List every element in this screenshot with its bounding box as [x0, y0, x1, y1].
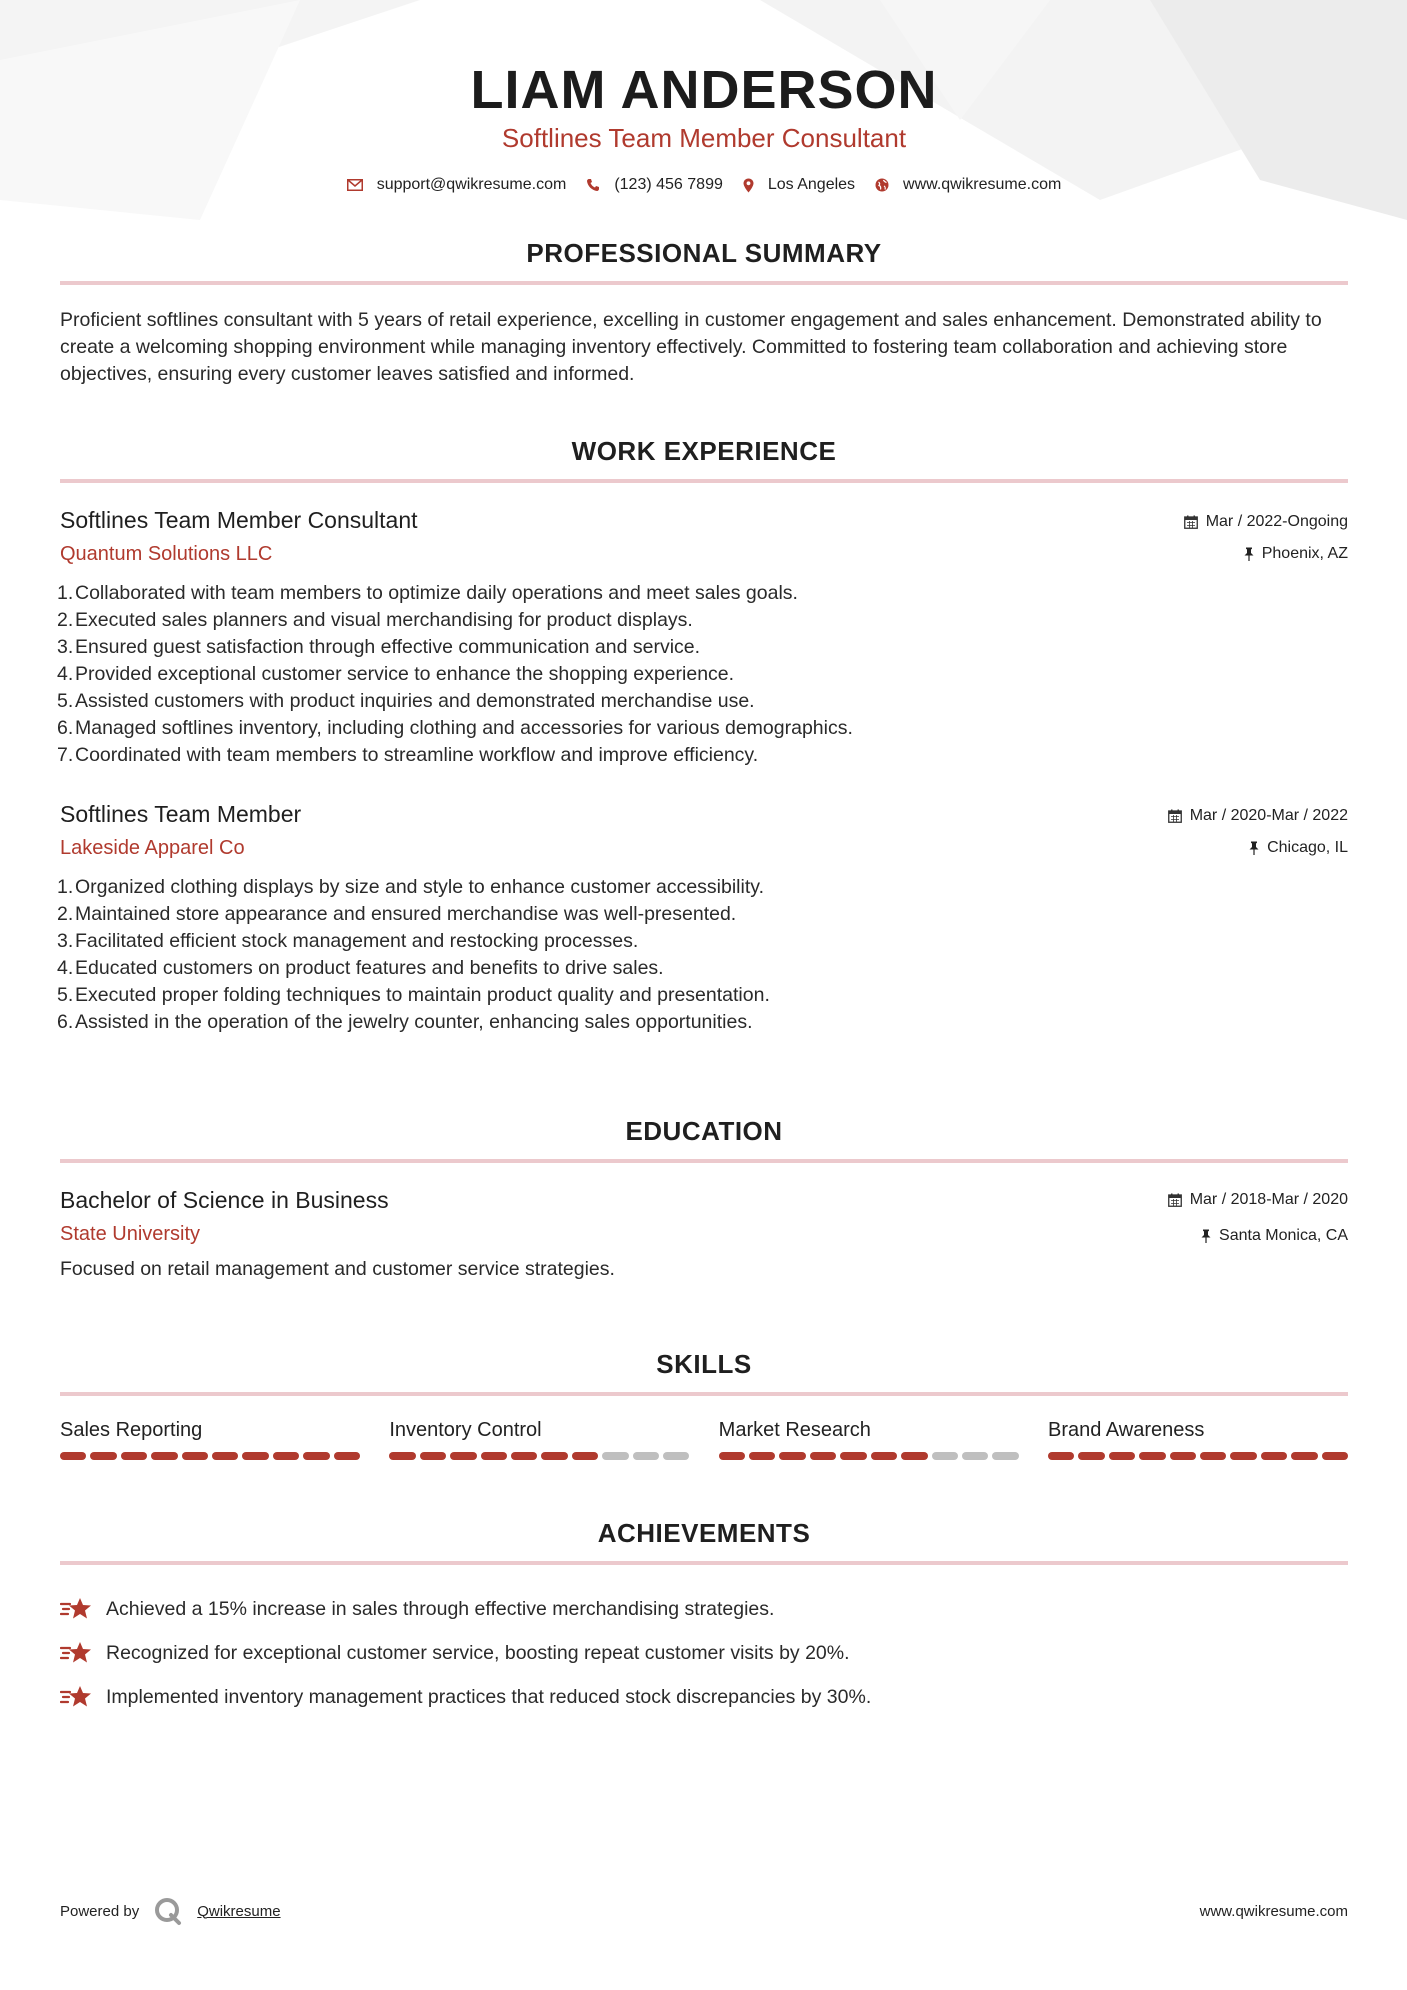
list-item: 5. Assisted customers with product inquiries and demonstrated merchandise use.	[57, 690, 755, 712]
skill-item	[60, 1416, 360, 1460]
skill-segment-filled	[389, 1452, 415, 1460]
education-description: Focused on retail management and customer service strategies.	[60, 1258, 615, 1280]
job-bullets	[57, 580, 1348, 769]
school-name: State University	[60, 1223, 201, 1245]
skill-segment-empty	[992, 1452, 1018, 1460]
shooting-star-icon	[60, 1596, 92, 1622]
job-company: Lakeside Apparel Co	[60, 837, 245, 859]
achievements-section	[60, 1518, 1348, 1719]
skill-level-bar	[719, 1452, 1019, 1460]
education-location: Santa Monica, CA	[1219, 1227, 1348, 1244]
skill-segment-filled	[450, 1452, 476, 1460]
skills-grid	[60, 1416, 1348, 1460]
contact-bar	[60, 176, 1348, 194]
skill-segment-filled	[541, 1452, 567, 1460]
resume-page	[57, 0, 1348, 1708]
skill-segment-filled	[1261, 1452, 1287, 1460]
skill-segment-filled	[1291, 1452, 1317, 1460]
list-item: 1. Organized clothing displays by size and style to enhance customer accessibility.	[57, 876, 764, 898]
skill-segment-filled	[511, 1452, 537, 1460]
job-bullets	[57, 874, 1348, 1036]
job-company: Quantum Solutions LLC	[60, 543, 273, 565]
list-item: 6. Managed softlines inventory, including clothing and accessories for various demographics.	[57, 717, 853, 739]
shooting-star-icon	[60, 1684, 92, 1710]
shooting-star-icon	[60, 1640, 92, 1666]
list-item: 5. Executed proper folding techniques to maintain product quality and presentation.	[57, 984, 770, 1006]
job-entry	[57, 799, 1348, 1036]
skill-segment-filled	[810, 1452, 836, 1460]
skill-level-bar	[389, 1452, 689, 1460]
skill-segment-filled	[1230, 1452, 1256, 1460]
pushpin-icon	[1244, 547, 1254, 561]
skill-segment-filled	[212, 1452, 238, 1460]
list-item: 2. Maintained store appearance and ensured merchandise was well-presented.	[57, 903, 737, 925]
education-heading: EDUCATION	[60, 1116, 1348, 1163]
skill-segment-filled	[871, 1452, 897, 1460]
skill-segment-filled	[481, 1452, 507, 1460]
skill-name: Inventory Control	[389, 1419, 542, 1441]
achievements-list	[60, 1587, 1348, 1719]
pushpin-icon	[1249, 841, 1259, 855]
skill-segment-filled	[901, 1452, 927, 1460]
contact-phone[interactable]	[586, 176, 723, 194]
skill-name: Brand Awareness	[1047, 1419, 1205, 1441]
achievement-text: Implemented inventory management practices that reduced stock discrepancies by 30%.	[106, 1685, 872, 1708]
experience-section	[57, 436, 1348, 1036]
skills-heading: SKILLS	[60, 1349, 1348, 1396]
candidate-name: LIAM ANDERSON	[470, 60, 938, 120]
skill-segment-empty	[962, 1452, 988, 1460]
phone-icon	[586, 178, 600, 192]
skill-segment-filled	[60, 1452, 86, 1460]
job-entry	[57, 505, 1348, 769]
education-section	[60, 1116, 1348, 1283]
achievement-text: Recognized for exceptional customer service, boosting repeat customer visits by 20%.	[106, 1641, 850, 1664]
skill-segment-filled	[242, 1452, 268, 1460]
skill-segment-empty	[932, 1452, 958, 1460]
list-item: 7. Coordinated with team members to streamline workflow and improve efficiency.	[57, 744, 759, 766]
skill-segment-filled	[840, 1452, 866, 1460]
skill-item	[1048, 1416, 1348, 1460]
achievements-heading: ACHIEVEMENTS	[60, 1518, 1348, 1565]
education-meta	[1168, 1185, 1348, 1247]
calendar-icon	[1168, 1193, 1182, 1207]
job-meta	[1184, 505, 1348, 565]
skill-level-bar	[60, 1452, 360, 1460]
list-item: 3. Ensured guest satisfaction through effective communication and service.	[57, 636, 701, 658]
job-title: Softlines Team Member	[60, 801, 302, 827]
skill-segment-filled	[1200, 1452, 1226, 1460]
email-text: support@qwikresume.com	[376, 176, 567, 193]
contact-email[interactable]	[347, 176, 567, 194]
skill-segment-filled	[1322, 1452, 1348, 1460]
skill-segment-filled	[1078, 1452, 1104, 1460]
skill-segment-filled	[334, 1452, 360, 1460]
degree-title: Bachelor of Science in Business	[60, 1187, 389, 1213]
pushpin-icon	[1201, 1229, 1211, 1243]
contact-website[interactable]	[875, 176, 1061, 194]
skill-segment-filled	[303, 1452, 329, 1460]
skill-segment-filled	[779, 1452, 805, 1460]
skill-segment-filled	[273, 1452, 299, 1460]
skill-segment-filled	[1139, 1452, 1165, 1460]
phone-text: (123) 456 7899	[614, 176, 723, 193]
candidate-title: Softlines Team Member Consultant	[501, 123, 907, 153]
job-location: Chicago, IL	[1267, 839, 1348, 856]
location-text: Los Angeles	[767, 176, 856, 193]
footer-url[interactable]: www.qwikresume.com	[1199, 1902, 1348, 1920]
powered-by	[60, 1896, 281, 1926]
brand-link[interactable]: Qwikresume	[197, 1902, 281, 1920]
summary-section	[60, 238, 1348, 388]
resume-header	[60, 0, 1348, 194]
globe-icon	[875, 178, 889, 192]
skill-segment-filled	[1048, 1452, 1074, 1460]
skill-name: Sales Reporting	[60, 1419, 203, 1441]
achievement-item	[60, 1675, 1348, 1719]
skill-name: Market Research	[718, 1419, 871, 1441]
skill-segment-filled	[1109, 1452, 1135, 1460]
list-item: 3. Facilitated efficient stock management and restocking processes.	[57, 930, 639, 952]
skill-segment-empty	[663, 1452, 689, 1460]
job-dates: Mar / 2022-Ongoing	[1205, 513, 1348, 530]
skill-segment-filled	[151, 1452, 177, 1460]
contact-location	[743, 176, 855, 194]
job-title: Softlines Team Member Consultant	[60, 507, 418, 533]
map-pin-icon	[743, 178, 754, 193]
skill-segment-filled	[719, 1452, 745, 1460]
skill-item	[719, 1416, 1019, 1460]
education-dates: Mar / 2018-Mar / 2020	[1189, 1191, 1348, 1208]
skill-item	[389, 1416, 689, 1460]
achievement-text: Achieved a 15% increase in sales through effective merchandising strategies.	[106, 1597, 775, 1620]
qwikresume-logo-icon	[153, 1896, 183, 1926]
list-item: 4. Provided exceptional customer service to enhance the shopping experience.	[57, 663, 735, 685]
calendar-icon	[1184, 515, 1198, 529]
skill-segment-empty	[602, 1452, 628, 1460]
skill-segment-filled	[121, 1452, 147, 1460]
job-dates: Mar / 2020-Mar / 2022	[1189, 807, 1348, 824]
list-item: 1. Collaborated with team members to optimize daily operations and meet sales goals.	[57, 582, 798, 604]
achievement-item	[60, 1631, 1348, 1675]
skill-segment-filled	[749, 1452, 775, 1460]
job-meta	[1168, 799, 1348, 859]
skill-segment-filled	[182, 1452, 208, 1460]
skill-segment-empty	[633, 1452, 659, 1460]
skills-section	[60, 1349, 1348, 1460]
achievement-item	[60, 1587, 1348, 1631]
list-item: 4. Educated customers on product features and benefits to drive sales.	[57, 957, 664, 979]
skill-segment-filled	[90, 1452, 116, 1460]
skill-segment-filled	[572, 1452, 598, 1460]
summary-text: Proficient softlines consultant with 5 years of retail experience, excelling in customer engagement and sales enhancement. Demonstrated ability to create a welcoming shopping environment while managing inventory effectively. Committed to fostering team collaboration and achieving store objectives, ensuring every customer leaves satisfied and informed.	[60, 309, 1322, 385]
experience-heading: WORK EXPERIENCE	[60, 436, 1348, 483]
list-item: 6. Assisted in the operation of the jewelry counter, enhancing sales opportunities.	[57, 1011, 753, 1033]
powered-by-label: Powered by	[60, 1902, 140, 1920]
website-text: www.qwikresume.com	[903, 176, 1062, 193]
skill-segment-filled	[1170, 1452, 1196, 1460]
skill-level-bar	[1048, 1452, 1348, 1460]
envelope-icon	[347, 179, 363, 191]
summary-heading: PROFESSIONAL SUMMARY	[60, 238, 1348, 285]
calendar-icon	[1168, 809, 1182, 823]
skill-segment-filled	[420, 1452, 446, 1460]
list-item: 2. Executed sales planners and visual merchandising for product displays.	[57, 609, 693, 631]
job-location: Phoenix, AZ	[1261, 545, 1348, 562]
page-footer	[60, 1896, 1348, 1926]
